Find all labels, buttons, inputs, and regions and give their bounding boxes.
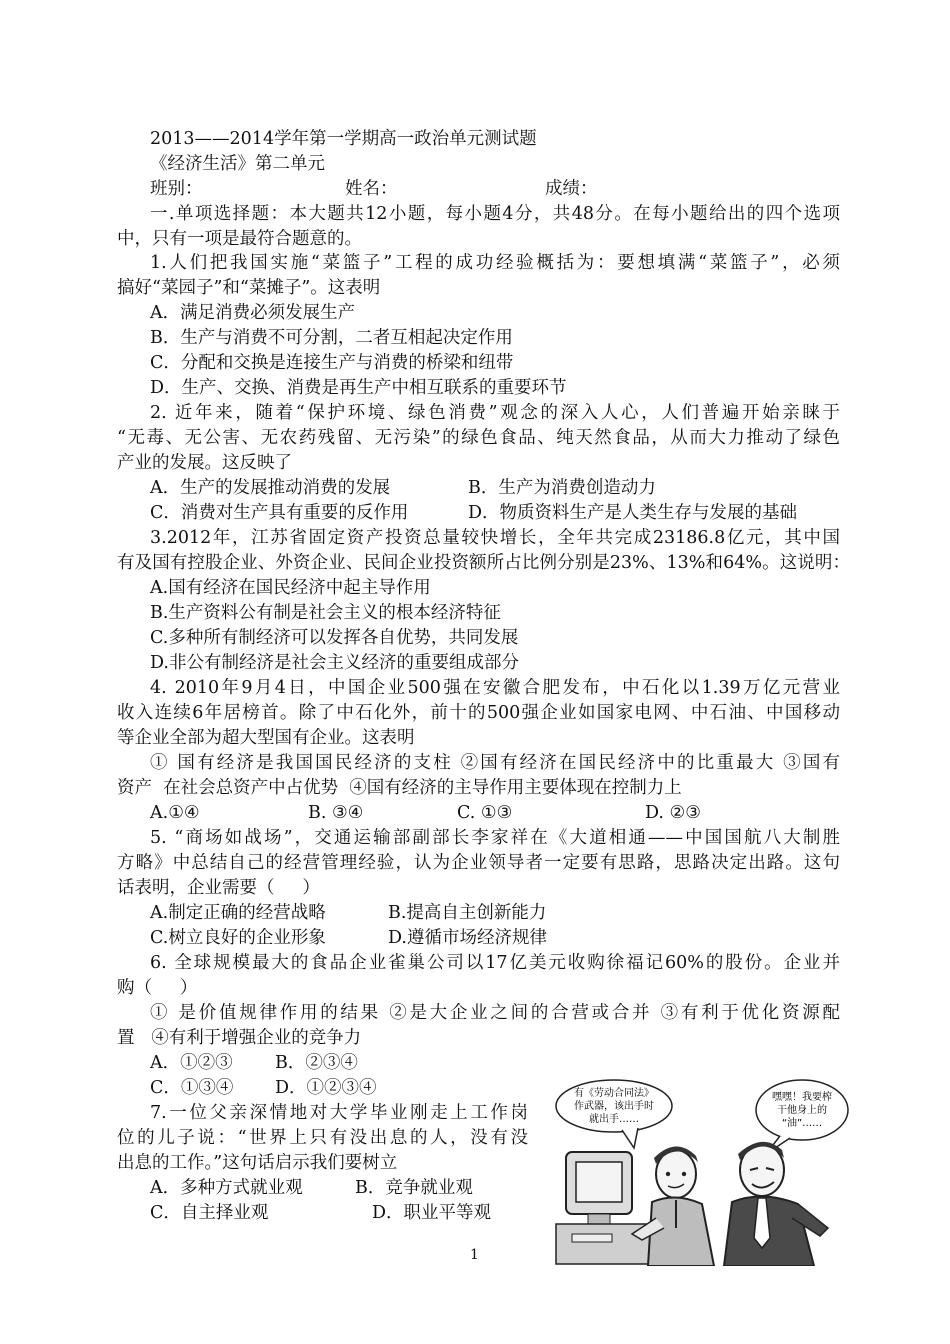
question-2-option-a: A．生产的发展推动消费的发展: [150, 478, 391, 498]
exam-subtitle: 《经济生活》第二单元: [150, 154, 325, 174]
question-2-option-d: D．物质资料生产是人类生存与发展的基础: [468, 503, 798, 523]
question-3-line1: 3.2012年，江苏省固定资产投资总量较快增长，全年共完成23186.8亿元，其中国: [150, 528, 840, 548]
question-4-option-c: C. ①③: [457, 803, 513, 823]
question-4-line2: 收入连续6年居榜首。除了中石化外，前十的500强企业如国家电网、中石油、中国移动: [117, 703, 840, 723]
question-6-option-c: C．①③④: [150, 1078, 234, 1098]
question-6-option-a: A．①②③: [150, 1053, 233, 1073]
question-1-option-b: B．生产与消费不可分割，二者互相起决定作用: [150, 328, 513, 348]
question-1-option-c: C．分配和交换是连接生产与消费的桥梁和纽带: [150, 353, 514, 373]
question-5-line1: 5. “商场如战场”，交通运输部副部长李家祥在《大道相通——中国国航八大制胜: [150, 828, 840, 848]
question-7-line2: 位的儿子说：“世界上只有没出息的人，没有没: [117, 1128, 528, 1148]
question-7-line1: 7.一位父亲深情地对大学毕业刚走上工作岗: [150, 1103, 528, 1123]
question-5-option-d: D.遵循市场经济规律: [388, 928, 547, 948]
question-5-option-b: B.提高自主创新能力: [388, 903, 547, 923]
question-7-option-a: A．多种方式就业观: [150, 1178, 303, 1198]
bubble-left-line2: 作武器，该出手时: [574, 1101, 654, 1112]
name-label: 姓名：: [345, 179, 398, 199]
question-7-option-c: C．自主择业观: [150, 1203, 269, 1223]
question-4-statements-line1: ① 国有经济是我国国民经济的支柱 ②国有经济在国民经济中的比重最大 ③国有: [150, 753, 840, 773]
question-5-option-c: C.树立良好的企业形象: [150, 928, 326, 948]
bubble-right-line1: 嘿嘿！我要榨: [772, 1092, 832, 1103]
page-number: 1: [470, 1247, 479, 1263]
question-2-line2: “无毒、无公害、无农药残留、无污染”的绿色食品、纯天然食品，从而大力推动了绿色: [117, 428, 840, 448]
question-6-statements-line1: ① 是价值规律作用的结果 ②是大企业之间的合营或合并 ③有利于优化资源配: [150, 1003, 840, 1023]
question-4-line1: 4. 2010年9月4日，中国企业500强在安徽合肥发布，中石化以1.39万亿元营业: [150, 678, 840, 698]
question-6-line2: 购（ ）: [117, 978, 198, 998]
question-3-option-a: A.国有经济在国民经济中起主导作用: [150, 578, 431, 598]
question-2-option-b: B．生产为消费创造动力: [468, 478, 656, 498]
question-7-option-b: B．竞争就业观: [355, 1178, 473, 1198]
question-2-line1: 2. 近年来，随着“保护环境、绿色消费”观念的深入人心，人们普遍开始亲睐于: [150, 403, 840, 423]
score-label: 成绩：: [545, 179, 598, 199]
question-7-option-d: D．职业平等观: [372, 1203, 492, 1223]
question-4-line3: 等企业全部为超大型国有企业。这表明: [117, 728, 415, 748]
question-1-option-a: A．满足消费必须发展生产: [150, 303, 356, 323]
question-1-line2: 搞好“菜园子”和“菜摊子”。这表明: [117, 278, 381, 298]
section-intro-line2: 中，只有一项是最符合题意的。: [117, 229, 362, 249]
question-6-line1: 6. 全球规模最大的食品企业雀巢公司以17亿美元收购徐福记60%的股份。企业并: [150, 953, 840, 973]
bubble-right-line3: “油”……: [781, 1118, 823, 1129]
question-6-option-d: D．①②③④: [275, 1078, 377, 1098]
bubble-left-line3: 就出手……: [589, 1114, 639, 1125]
question-6-option-b: B．②③④: [275, 1053, 358, 1073]
class-label: 班别：: [150, 179, 203, 199]
question-4-option-d: D. ②③: [645, 803, 701, 823]
question-2-option-c: C．消费对生产具有重要的反作用: [150, 503, 409, 523]
question-7-line3: 出息的工作。”这句话启示我们要树立: [117, 1153, 398, 1173]
question-1-option-d: D．生产、交换、消费是再生产中相互联系的重要环节: [150, 378, 567, 398]
question-4-statements-line2: 资产 在社会总资产中占优势 ④国有经济的主导作用主要体现在控制力上: [117, 778, 682, 798]
question-6-statements-line2: 置 ④有利于增强企业的竞争力: [117, 1028, 362, 1048]
question-2-line3: 产业的发展。这反映了: [117, 453, 292, 473]
question-3-line2: 有及国有控股企业、外资企业、民间企业投资额所占比例分别是23%、13%和64%。这说明：: [117, 553, 850, 573]
section-intro-line1: 一.单项选择题：本大题共12小题，每小题4分，共48分。在每小题给出的四个选项: [150, 204, 840, 224]
boss-figure-drawing: [724, 1142, 828, 1266]
bubble-left-line1: 有《劳动合同法》: [574, 1088, 654, 1099]
question-1-line1: 1.人们把我国实施“菜篮子”工程的成功经验概括为：要想填满“菜篮子”，必须: [150, 253, 840, 273]
question-5-line3: 话表明，企业需要（ ）: [117, 878, 320, 898]
question-4-option-a: A.①④: [150, 803, 200, 823]
question-3-option-d: D.非公有制经济是社会主义经济的重要组成部分: [150, 653, 519, 673]
question-3-option-c: C.多种所有制经济可以发挥各自优势，共同发展: [150, 628, 519, 648]
question-3-option-b: B.生产资料公有制是社会主义的根本经济特征: [150, 603, 501, 623]
question-4-option-b: B. ③④: [308, 803, 364, 823]
exam-title: 2013——2014学年第一学期高一政治单元测试题: [150, 129, 537, 149]
cartoon-illustration: [552, 1078, 852, 1266]
bubble-right-line2: 干他身上的: [777, 1105, 827, 1116]
question-5-option-a: A.制定正确的经营战略: [150, 903, 326, 923]
question-5-line2: 方略》中总结自己的经营管理经验，认为企业领导者一定要有思路，思路决定出路。这句: [117, 853, 840, 873]
